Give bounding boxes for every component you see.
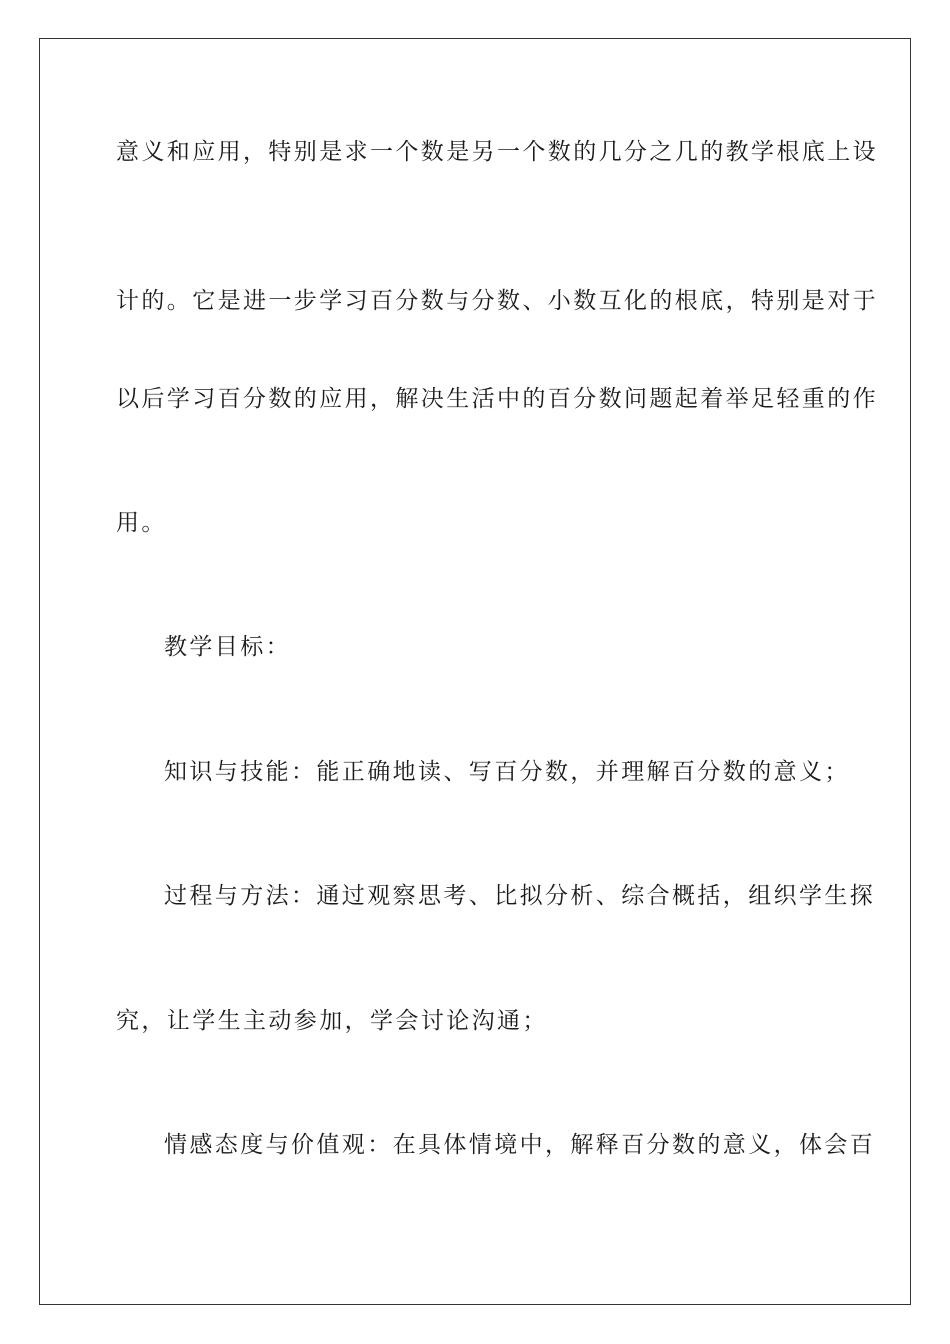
objective-process-line-1: 过程与方法：通过观察思考、比拟分析、综合概括，组织学生探 bbox=[164, 883, 876, 909]
objective-process-line-2: 究，让学生主动参加，学会讨论沟通； bbox=[116, 1008, 548, 1034]
objective-knowledge: 知识与技能：能正确地读、写百分数，并理解百分数的意义； bbox=[164, 759, 850, 785]
page-border bbox=[39, 38, 911, 1305]
text-line-3: 以后学习百分数的应用，解决生活中的百分数问题起着举足轻重的作 bbox=[116, 386, 878, 412]
section-heading-objectives: 教学目标： bbox=[164, 634, 291, 660]
objective-emotion-line-1: 情感态度与价值观：在具体情境中，解释百分数的意义，体会百 bbox=[164, 1132, 876, 1158]
text-line-4: 用。 bbox=[116, 510, 167, 536]
text-line-1: 意义和应用，特别是求一个数是另一个数的几分之几的教学根底上设 bbox=[116, 139, 878, 165]
text-line-2: 计的。它是进一步学习百分数与分数、小数互化的根底，特别是对于 bbox=[116, 288, 878, 314]
